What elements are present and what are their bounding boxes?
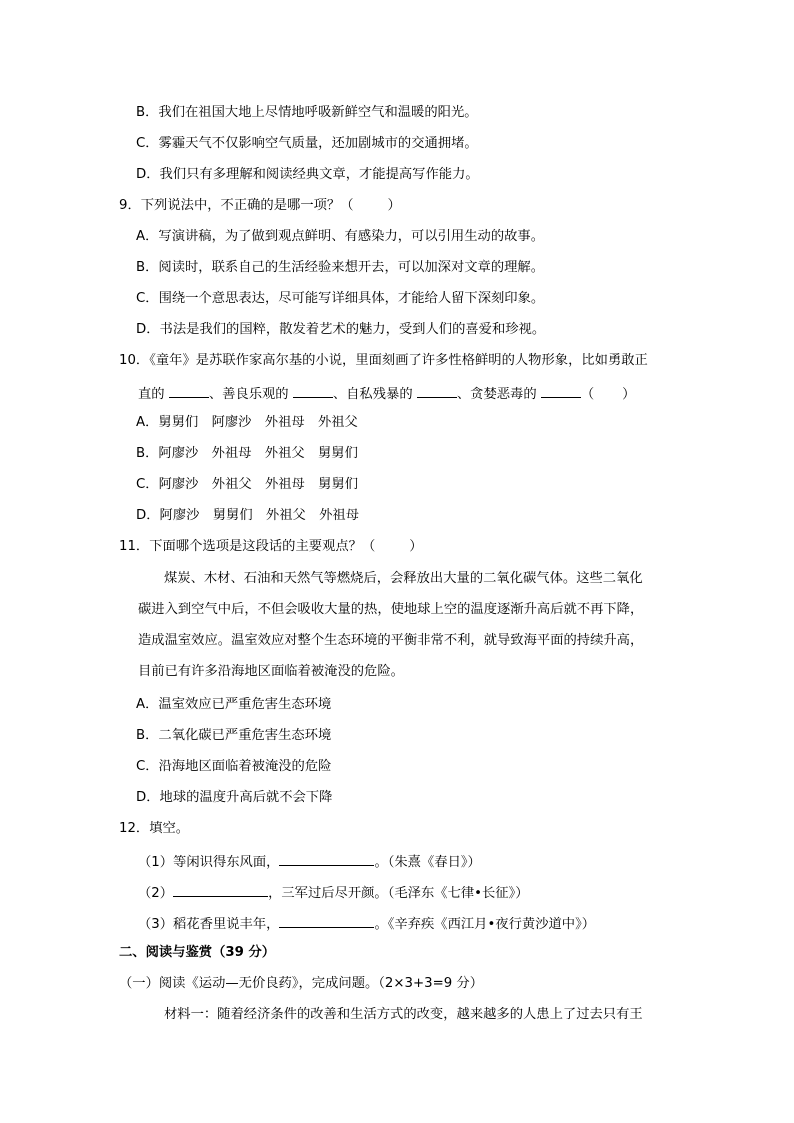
q9-stem xyxy=(119,197,401,215)
q11-passage-line: 煤炭、木材、石油和天然气等燃烧后，会释放出大量的二氧化碳气体。这些二氧化 xyxy=(164,571,643,586)
q11-passage-line: 碳进入到空气中后，不但会吸收大量的热，使地球上空的温度逐渐升高后就不再下降， xyxy=(138,602,644,617)
q9-stem-text: 9．下列说法中，不正确的是哪一项？（ xyxy=(119,198,354,213)
q11-stem-text: 11．下面哪个选项是这段话的主要观点？（ xyxy=(119,539,376,554)
section-heading: 二、阅读与鉴赏（39 分） xyxy=(119,945,276,960)
q11-stem-close: ） xyxy=(409,539,423,554)
q10-option-c: C．阿廖沙 外祖父 外祖母 舅舅们 xyxy=(136,477,359,492)
q10-option-b: B．阿廖沙 外祖母 外祖父 舅舅们 xyxy=(136,446,358,461)
q12-blank-2[interactable] xyxy=(173,882,268,897)
q12-blank-1[interactable] xyxy=(279,851,374,866)
q8-option-c: C．雾霾天气不仅影响空气质量，还加剧城市的交通拥堵。 xyxy=(136,136,478,151)
q10-text-4: 、贪婪恶毒的 xyxy=(456,387,537,402)
q12-stem: 12．填空。 xyxy=(119,821,190,836)
q12-item2-text: （2） xyxy=(138,886,174,901)
q10-blank-3[interactable] xyxy=(417,383,457,398)
q12-item1-text: （1）等闲识得东风面， xyxy=(138,855,280,870)
q12-item3-source: 。《辛弃疾《西江月•夜行黄沙道中》） xyxy=(374,917,596,932)
subsection-heading: （一）阅读《运动—无价良药》，完成问题。（2×3+3=9 分） xyxy=(119,976,484,991)
q11-option-a: A．温室效应已严重危害生态环境 xyxy=(136,697,332,712)
q12-item2-source: ，三军过后尽开颜。（毛泽东《七律•长征》） xyxy=(268,886,529,901)
q9-option-c: C．围绕一个意思表达，尽可能写详细具体，才能给人留下深刻印象。 xyxy=(136,291,545,306)
q9-option-d: D．书法是我们的国粹，散发着艺术的魅力，受到人们的喜爱和珍视。 xyxy=(136,322,546,337)
q10-stem-line1: 10．《童年》是苏联作家高尔基的小说，里面刻画了许多性格鲜明的人物形象，比如勇敢正 xyxy=(119,353,648,368)
q12-item-3 xyxy=(138,913,595,934)
q10-text-2: 、善良乐观的 xyxy=(208,387,289,402)
q8-option-b: B．我们在祖国大地上尽情地呼吸新鲜空气和温暖的阳光。 xyxy=(136,105,478,120)
q10-blank-2[interactable] xyxy=(293,383,333,398)
q11-option-d: D．地球的温度升高后就不会下降 xyxy=(136,790,333,805)
q9-option-a: A．写演讲稿，为了做到观点鲜明、有感染力，可以引用生动的故事。 xyxy=(136,229,545,244)
q10-option-a: A．舅舅们 阿廖沙 外祖母 外祖父 xyxy=(136,415,358,430)
q10-option-d: D．阿廖沙 舅舅们 外祖父 外祖母 xyxy=(136,508,359,523)
q12-blank-3[interactable] xyxy=(279,913,374,928)
q10-text-5: （ xyxy=(580,387,595,402)
q12-item-2 xyxy=(138,882,529,903)
q10-blank-4[interactable] xyxy=(541,383,581,398)
q10-text-6: ） xyxy=(622,387,636,402)
q11-option-c: C．沿海地区面临着被淹没的危险 xyxy=(136,759,332,774)
q12-item3-text: （3）稻花香里说丰年， xyxy=(138,917,280,932)
q11-passage-line: 目前已有许多沿海地区面临着被淹没的危险。 xyxy=(138,664,404,679)
q9-option-b: B．阅读时，联系自己的生活经验来想开去，可以加深对文章的理解。 xyxy=(136,260,545,275)
q11-stem xyxy=(119,538,423,556)
q9-stem-close: ） xyxy=(387,198,401,213)
q10-stem-line2 xyxy=(138,383,635,404)
q12-item-1 xyxy=(138,851,481,872)
q8-option-d: D．我们只有多理解和阅读经典文章，才能提高写作能力。 xyxy=(136,167,479,182)
q10-blank-1[interactable] xyxy=(169,383,209,398)
material-one-line: 材料一：随着经济条件的改善和生活方式的改变，越来越多的人患上了过去只有王 xyxy=(164,1007,643,1022)
q11-option-b: B．二氧化碳已严重危害生态环境 xyxy=(136,728,332,743)
q11-passage-line: 造成温室效应。温室效应对整个生态环境的平衡非常不利，就导致海平面的持续升高， xyxy=(138,633,644,648)
q10-text-1: 直的 xyxy=(138,387,165,402)
q10-text-3: 、自私残暴的 xyxy=(332,387,413,402)
q12-item1-source: 。（朱熹《春日》） xyxy=(374,855,481,870)
